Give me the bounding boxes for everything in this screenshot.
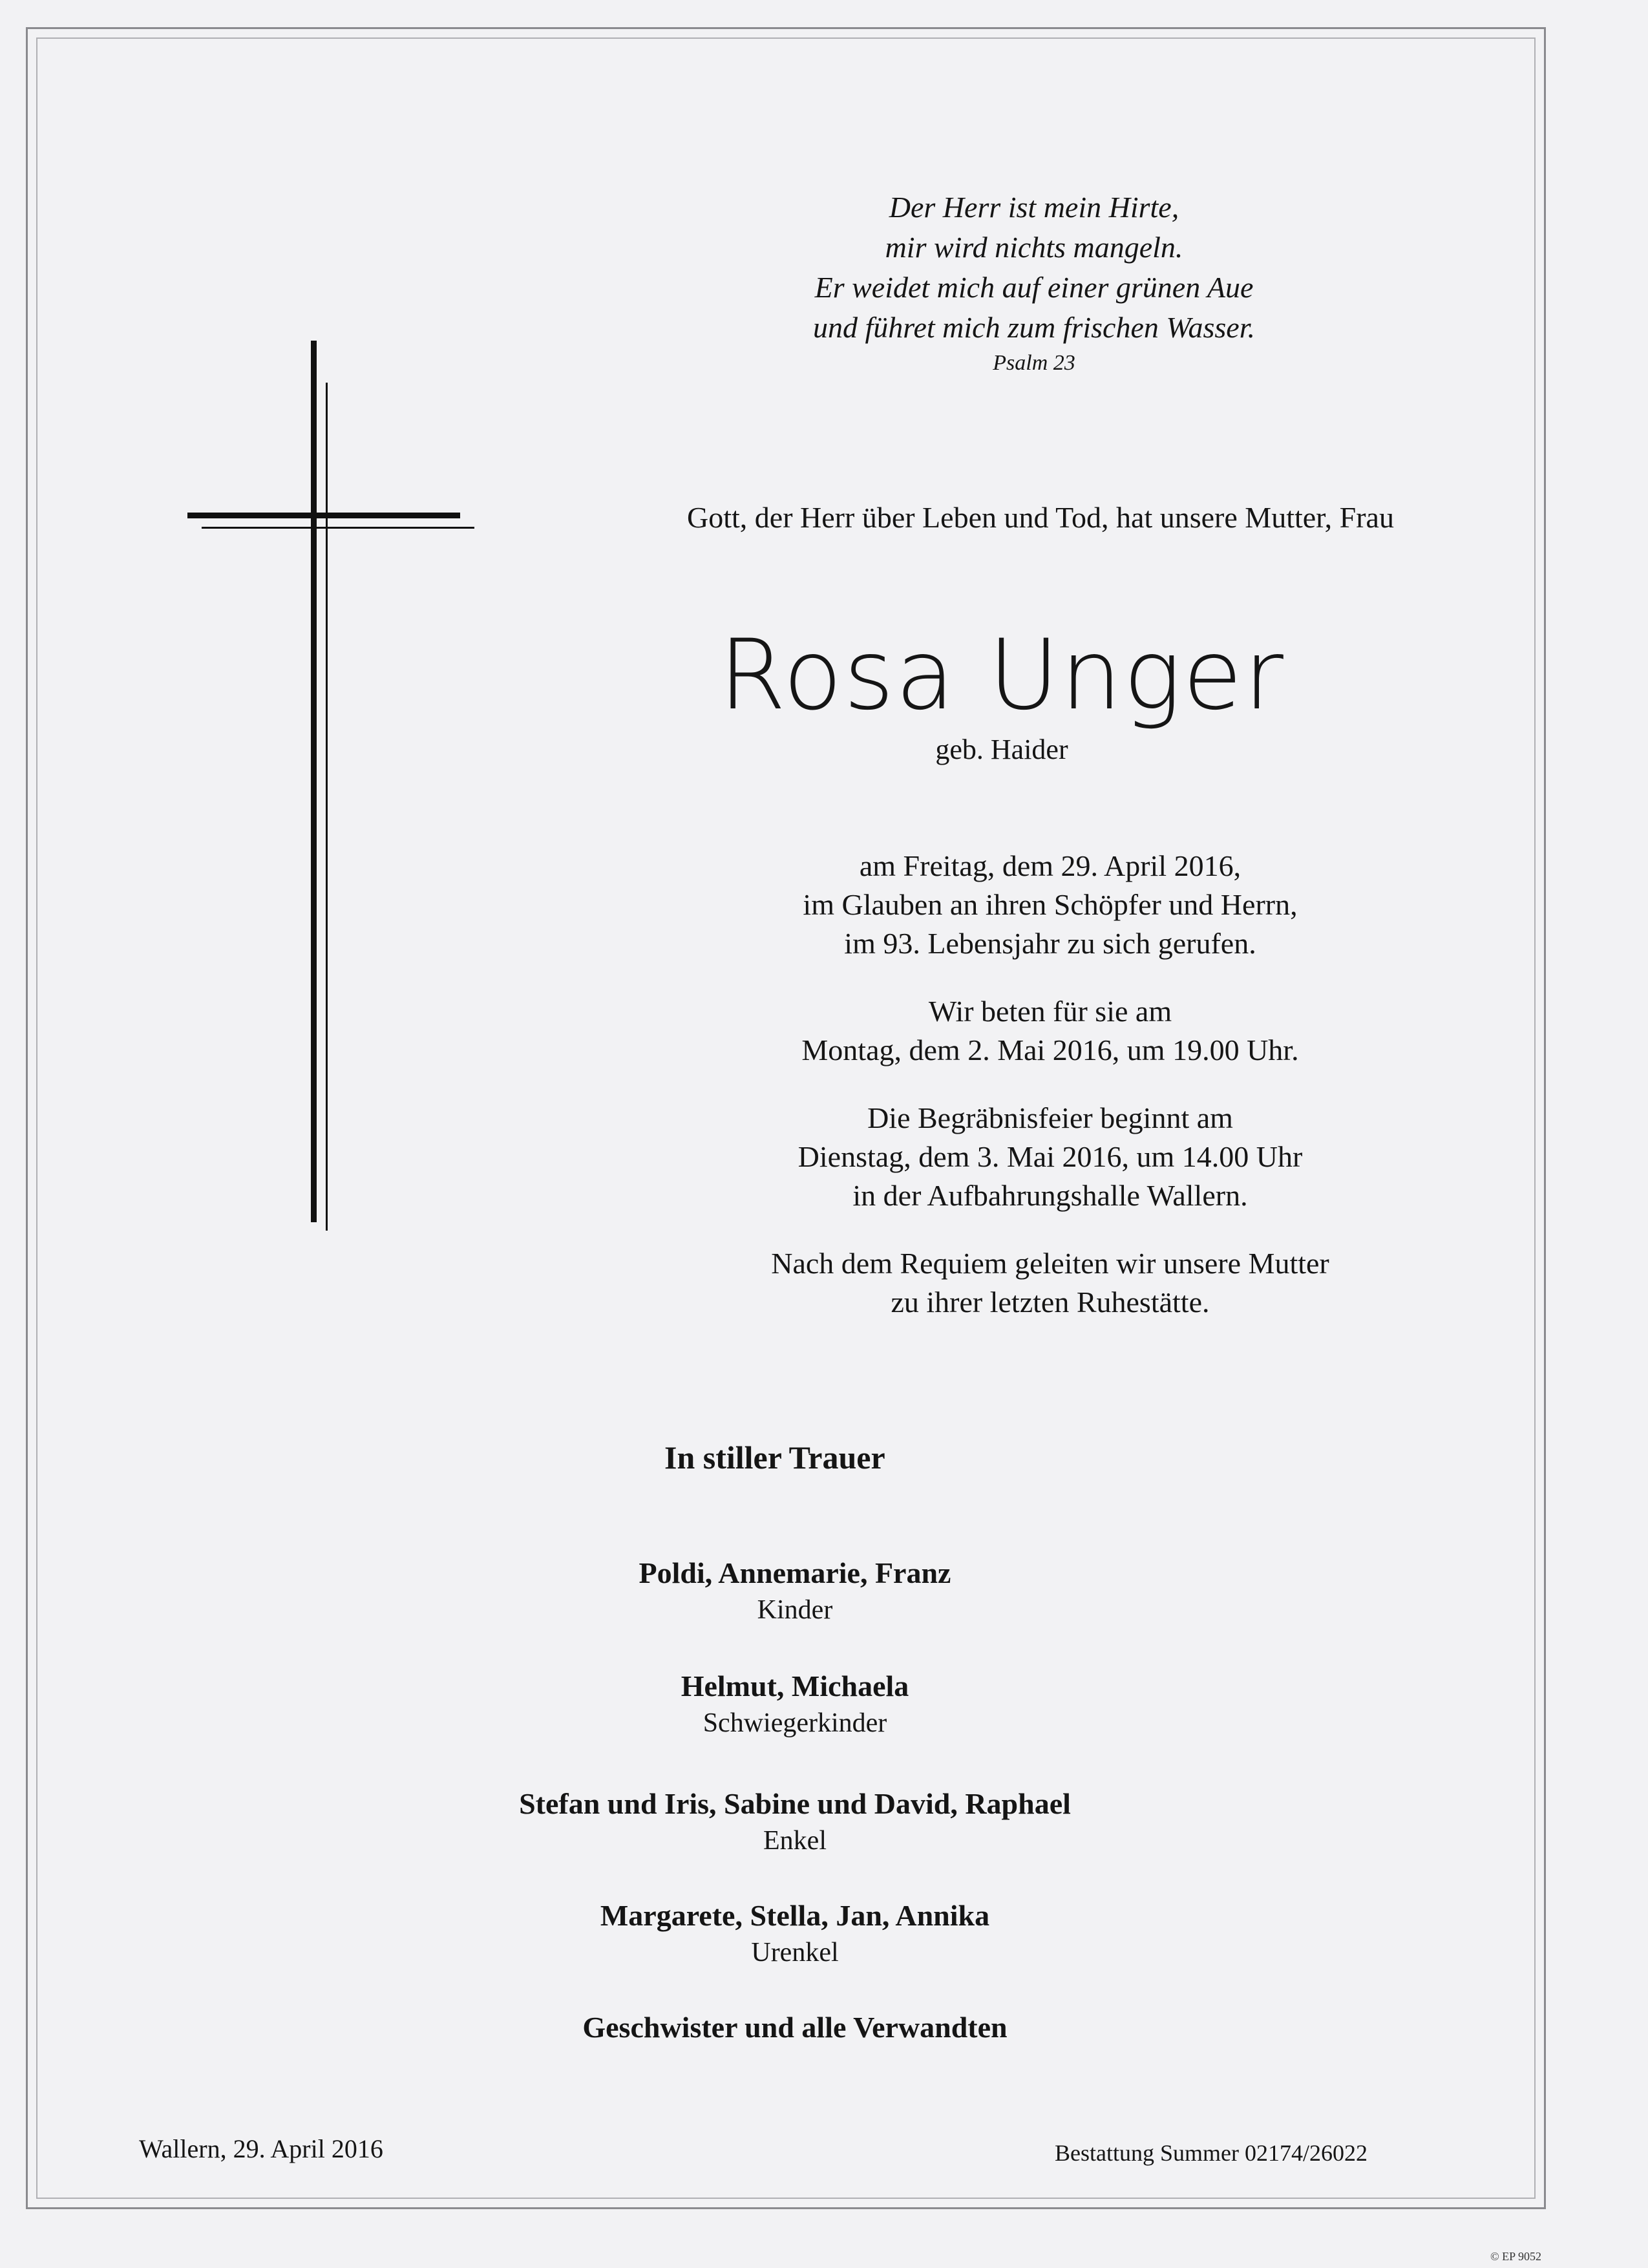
- psalm-line: und führet mich zum frischen Wasser.: [812, 311, 1256, 344]
- undertaker-contact: Bestattung Summer 02174/26022: [1055, 2140, 1368, 2166]
- death-paragraph: [646, 847, 1454, 963]
- mourning-title: In stiller Trauer: [664, 1439, 885, 1476]
- funeral-paragraph: [646, 1099, 1454, 1215]
- paragraph-line: in der Aufbahrungshalle Wallern.: [852, 1179, 1248, 1212]
- copyright-notice: © EP 9052: [1490, 2250, 1542, 2263]
- cross-horizontal-thick: [187, 513, 460, 518]
- mourner-relation: Kinder: [757, 1595, 833, 1625]
- mourner-group: [452, 2009, 1137, 2046]
- psalm-quote: [776, 187, 1293, 377]
- paragraph-line: Nach dem Requiem geleiten wir unsere Mutter: [771, 1247, 1329, 1280]
- paragraph-line: Dienstag, dem 3. Mai 2016, um 14.00 Uhr: [798, 1140, 1303, 1173]
- cross-vertical-thin: [326, 383, 328, 1231]
- mourner-names: Helmut, Michaela: [681, 1669, 909, 1702]
- paragraph-line: Die Begräbnisfeier beginnt am: [867, 1101, 1233, 1134]
- cross-horizontal-thin: [202, 527, 474, 529]
- paragraph-line: Montag, dem 2. Mai 2016, um 19.00 Uhr.: [801, 1033, 1299, 1066]
- intro-text: Gott, der Herr über Leben und Tod, hat unsere Mutter, Frau: [687, 501, 1394, 534]
- maiden-name: geb. Haider: [935, 734, 1068, 765]
- psalm-source: Psalm 23: [993, 351, 1075, 375]
- paragraph-line: Wir beten für sie am: [928, 995, 1172, 1028]
- place-date: Wallern, 29. April 2016: [139, 2134, 383, 2163]
- psalm-line: Der Herr ist mein Hirte,: [889, 191, 1179, 224]
- mourner-names: Geschwister und alle Verwandten: [582, 2011, 1008, 2044]
- prayer-paragraph: [646, 992, 1454, 1070]
- paragraph-line: im 93. Lebensjahr zu sich gerufen.: [844, 927, 1256, 960]
- paragraph-line: zu ihrer letzten Ruhestätte.: [891, 1286, 1210, 1319]
- mourner-names: Poldi, Annemarie, Franz: [639, 1556, 951, 1589]
- deceased-name: Rosa Unger: [719, 619, 1285, 732]
- mourner-relation: Urenkel: [751, 1938, 839, 1967]
- mourner-group: [452, 1897, 1137, 1971]
- mourner-relation: Enkel: [763, 1826, 827, 1856]
- psalm-line: Er weidet mich auf einer grünen Aue: [814, 271, 1254, 304]
- mourner-names: Stefan und Iris, Sabine und David, Raphael: [519, 1787, 1071, 1820]
- mourner-names: Margarete, Stella, Jan, Annika: [600, 1899, 990, 1932]
- requiem-paragraph: [646, 1244, 1454, 1322]
- mourner-group: [452, 1554, 1137, 1628]
- paragraph-line: am Freitag, dem 29. April 2016,: [859, 849, 1241, 882]
- mourner-group: [452, 1785, 1137, 1859]
- paragraph-line: im Glauben an ihren Schöpfer und Herrn,: [803, 888, 1298, 921]
- mourner-relation: Schwiegerkinder: [703, 1708, 887, 1738]
- cross-vertical-thick: [311, 341, 317, 1222]
- psalm-line: mir wird nichts mangeln.: [885, 231, 1183, 264]
- mourner-group: [452, 1668, 1137, 1741]
